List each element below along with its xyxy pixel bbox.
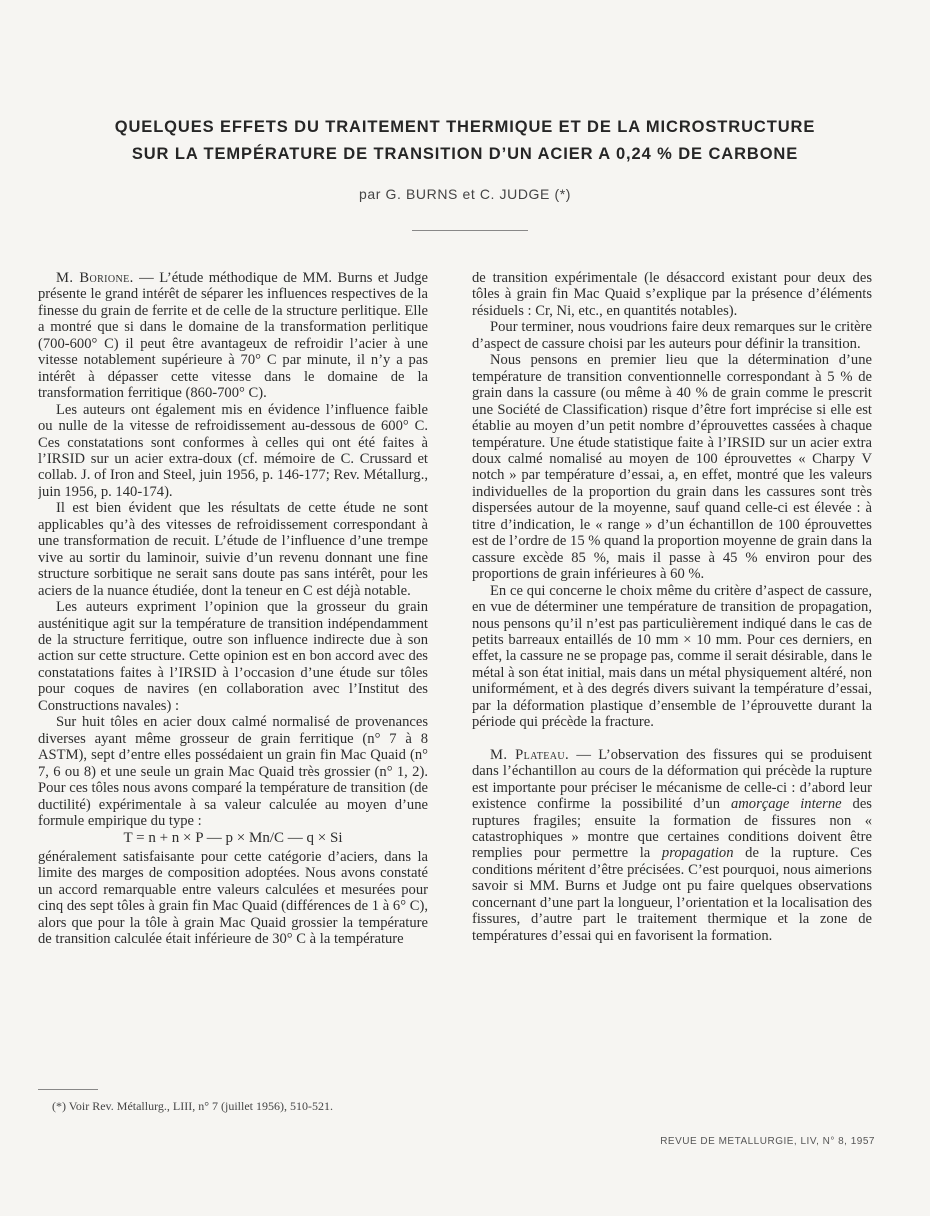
paragraph: Les auteurs ont également mis en évidence l’influence faible ou nulle de la vitesse de refroidissement au-dessous de 600° C. Ces constatations sont conformes à celles qui ont été faites à l’IRSID sur un acier extra-doux (cf. mémoire de C. Crussard et collab. J. of Iron and Steel, juin 1956, p. 146-177; Rev. Métallurg., juin 1956, p. 140-174). [38, 401, 428, 500]
paragraph-text: — L’observation des fissures qui se produisent dans l’échantillon au cours de la déformation qui précède la rupture est importante pour préciser le mécanisme de celle-ci : d’abord leur existence confirme la possibilité d’un [472, 746, 872, 813]
emphasis-text: amorçage interne [730, 796, 842, 813]
paragraph: Les auteurs expriment l’opinion que la grosseur du grain austénitique agit sur la température de transition indépendamment de la structure ferritique, outre son influence indirecte due à son action sur cette structure. Cette opinion est en bon accord avec des constatations faites à l’IRSID à l’occasion d’une étude sur tôles pour coques de navires (en collaboration avec l’Institut des Constructions navales) : [38, 599, 428, 714]
paragraph: Nous pensons en premier lieu que la détermination d’une température de transition conventionnelle correspondant à 5 % de grain dans la cassure (ou même à 40 % de grain comme le prescrit une Société de Classification) risque d’être fort imprécise si elle est établie au moyen d’un petit nombre d’éprouvettes cassées à chaque température. Une étude statistique faite à l’IRSID sur un acier extra doux calmé nomalisé au moyen de 100 éprouvettes « Charpy V notch » par température d’essai, a, en effet, montré que les valeurs individuelles de la proportion du grain dans les cassures sont très dispersées autour de la moyenne, sauf quand celle-ci est élevée : à titre d’indication, le « range » d’un échantillon de 100 éprouvettes est de l’ordre de 15 % quand la proportion moyenne de grain dans la cassure excède 85 %, mais il passe à 45 % environ pour des proportions de grain inférieures à 60 %. [472, 352, 872, 583]
paragraph: Il est bien évident que les résultats de cette étude ne sont applicables qu’à des vitesses de refroidissement correspondant à une transformation de recuit. L’étude de l’influence d’une trempe vive au sortir du laminoir, suivie d’un revenu donnant une fine structure sorbitique ne serait sans doute pas sans intérêt, pour les aciers de la nuance étudiée, dont la teneur en C est déjà notable. [38, 500, 428, 599]
paragraph-text: des ruptures fragiles; ensuite la formation de fissures non « catastrophiques » montre que certaines conditions doivent être remplies pour permettre la [472, 796, 872, 862]
paragraph: de transition expérimentale (le désaccord existant pour deux des tôles à grain fin Mac Quaid s’explique par la présence d’éléments résiduels : Cr, Ni, etc., en quantités notables). [472, 270, 872, 319]
paragraph: Sur huit tôles en acier doux calmé normalisé de provenances diverses ayant même grosseur de grain ferritique (n° 7 à 8 ASTM), sept d’entre elles possédaient un grain fin Mac Quaid (n° 7, 6 ou 8) et une seule un grain Mac Quaid très grossier (n° 1, 2). Pour ces tôles nous avons comparé la température de transition (de ductilité) expérimentale à sa valeur calculée au moyen d’une formule empirique du type : [38, 714, 428, 829]
paragraph: En ce qui concerne le choix même du critère d’aspect de cassure, en vue de déterminer une température de transition de propagation, nous pensons qu’il n’est pas particulièrement indiqué dans le cas de petits barreaux entaillés de 10 mm × 10 mm. Pour ces derniers, en effet, la cassure ne se propage pas, comme il serait désirable, dans le métal à son état initial, mais dans un métal physiquement altéré, non uniformément, et à des degrés divers suivant la température d’essai, par la déformation plastique d’ensemble de l’éprouvette durant la période qui précède la fracture. [472, 582, 872, 731]
speaker-name: M. Plateau. [490, 746, 570, 763]
title-divider [412, 230, 528, 231]
left-column [38, 270, 428, 1076]
speaker-name: M. Borione. [56, 270, 134, 286]
footnote-divider [38, 1089, 98, 1090]
byline: par G. BURNS et C. JUDGE (*) [358, 186, 572, 202]
formula: T = n + n × P — p × Mn/C — q × Si [123, 830, 343, 847]
paragraph-text: — L’étude méthodique de MM. Burns et Judge présente le grand intérêt de séparer les influences respectives de la finesse du grain de ferrite et de celle de la structure perlitique. Elle a montré que si dans le domaine de la transformation perlitique (700-600° C) il peut être avantageux de refroidir l’acier à une vitesse notablement supérieure à 70° C par minute, il n’y a pas intérêt à dépasser cette vitesse dans le domaine de la transformation ferritique (860-700° C). [38, 270, 428, 402]
title-line-2: SUR LA TEMPÉRATURE DE TRANSITION D’UN ACIER A 0,24 % DE CARBONE [131, 145, 799, 163]
paragraph [38, 270, 428, 402]
right-column [472, 270, 872, 1120]
paragraph-text: de la rupture. Ces conditions méritent d’être précisées. C’est pourquoi, nous aimerions savoir si MM. Burns et Judge ont pu faire quelques observations concernant d’une part la longueur, l’orientation et la localisation des fissures, d’autre part le traitement thermique et la zone de températures d’essai qui en favorisent la formation. [472, 845, 872, 944]
article-title [0, 114, 930, 168]
emphasis-text: propagation [661, 845, 734, 862]
footnote: (*) Voir Rev. Métallurg., LIII, n° 7 (juillet 1956), 510-521. [52, 1099, 333, 1113]
paragraph: Pour terminer, nous voudrions faire deux remarques sur le critère d’aspect de cassure choisi par les auteurs pour définir la transition. [472, 319, 872, 352]
title-line-1: QUELQUES EFFETS DU TRAITEMENT THERMIQUE ET DE LA MICROSTRUCTURE [114, 118, 816, 136]
paragraph: généralement satisfaisante pour cette catégorie d’aciers, dans la limite des marges de composition adoptées. Nous avons constaté un accord remarquable entre valeurs calculées et mesurées pour cinq des sept tôles à grain fin Mac Quaid (différences de 1 à 6° C), alors que pour la tôle à grain Mac Quaid grossier la température de transition calculée était inférieure de 30° C à la température [38, 848, 428, 948]
journal-reference: REVUE DE METALLURGIE, LIV, N° 8, 1957 [660, 1136, 875, 1147]
paragraph [472, 747, 872, 944]
